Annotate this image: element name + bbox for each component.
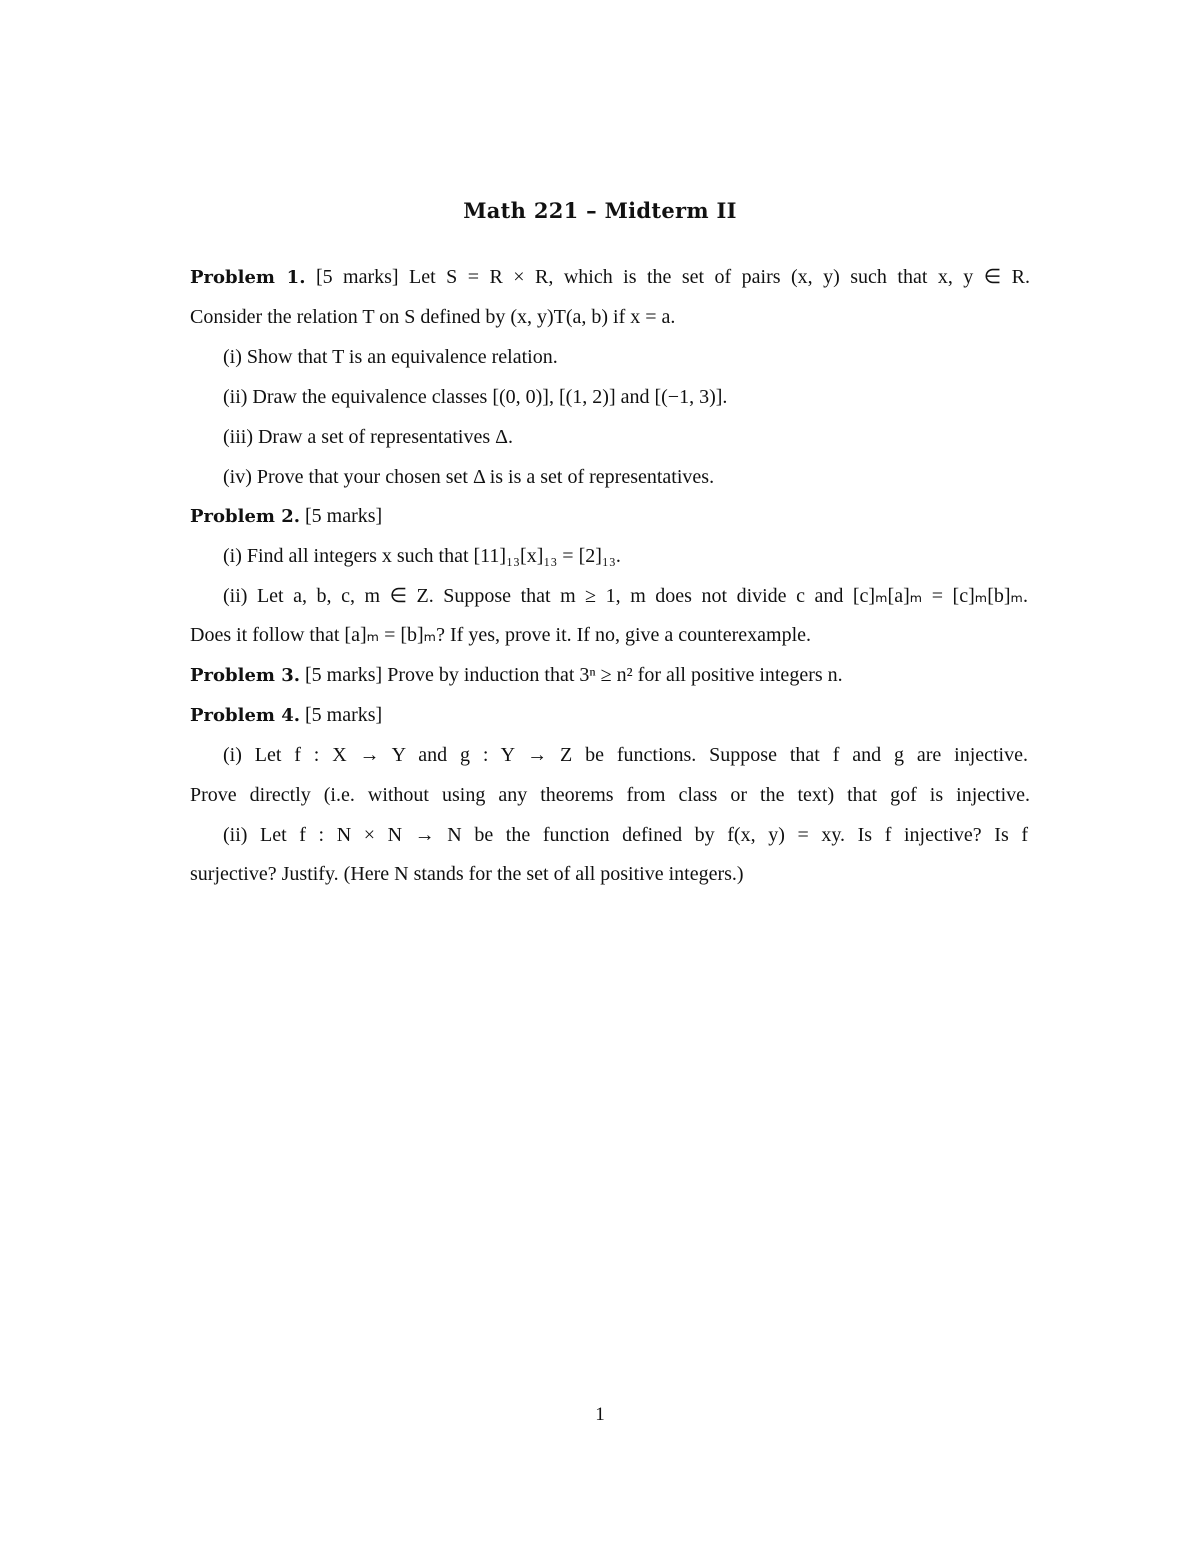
problem-1-part-iv: (iv) Prove that your chosen set Δ is is a set of representatives.: [223, 466, 715, 488]
problem-3-statement: [5 marks] Prove by induction that 3ⁿ ≥ n² for all positive integers n.: [305, 664, 843, 686]
problem-2-part-ii-continued: Does it follow that [a]ₘ = [b]ₘ? If yes, prove it. If no, give a counterexample.: [190, 624, 811, 646]
problem-1-part-ii: (ii) Draw the equivalence classes [(0, 0)], [(1, 2)] and [(−1, 3)].: [223, 386, 728, 408]
problem-4-part-ii-continued: surjective? Justify. (Here N stands for the set of all positive integers.): [190, 863, 744, 885]
problem-2-marks: [5 marks]: [305, 505, 383, 527]
problem-4-part-i: (i) Let f : X → Y and g : Y → Z be functions. Suppose that f and g are injective.: [223, 744, 1028, 766]
problem-4-marks: [5 marks]: [305, 704, 383, 726]
problem-4-part-i-continued: Prove directly (i.e. without using any theorems from class or the text) that gof is injective.: [190, 784, 1030, 806]
problem-2-heading: Problem 2.: [190, 506, 301, 527]
problem-3-line: [190, 662, 1030, 689]
problem-4-line: [190, 702, 1030, 729]
problem-4-heading: Problem 4.: [190, 705, 301, 726]
problem-2-part-ii: (ii) Let a, b, c, m ∈ Z. Suppose that m ≥ 1, m does not divide c and [c]ₘ[a]ₘ = [c]ₘ[b]ₘ.: [223, 585, 1028, 607]
page-title: Math 221 – Midterm II: [463, 198, 737, 223]
problem-1-statement: [5 marks] Let S = R × R, which is the set of pairs (x, y) such that x, y ∈ R.: [315, 266, 1030, 288]
problem-1-part-i: (i) Show that T is an equivalence relation.: [223, 346, 558, 368]
problem-2-line: [190, 503, 1030, 530]
problem-1-line-2: Consider the relation T on S defined by (x, y)T(a, b) if x = a.: [190, 306, 676, 328]
problem-4-part-ii: (ii) Let f : N × N → N be the function defined by f(x, y) = xy. Is f injective? Is f: [223, 824, 1028, 846]
page-number: 1: [595, 1404, 605, 1425]
problem-1-heading: Problem 1.: [190, 267, 306, 288]
problem-3-heading: Problem 3.: [190, 665, 301, 686]
problem-2-part-i: (i) Find all integers x such that [11]₁₃[x]₁₃ = [2]₁₃.: [223, 545, 621, 567]
problem-1-part-iii: (iii) Draw a set of representatives Δ.: [223, 426, 513, 448]
problem-1-line-1: [190, 264, 1030, 291]
